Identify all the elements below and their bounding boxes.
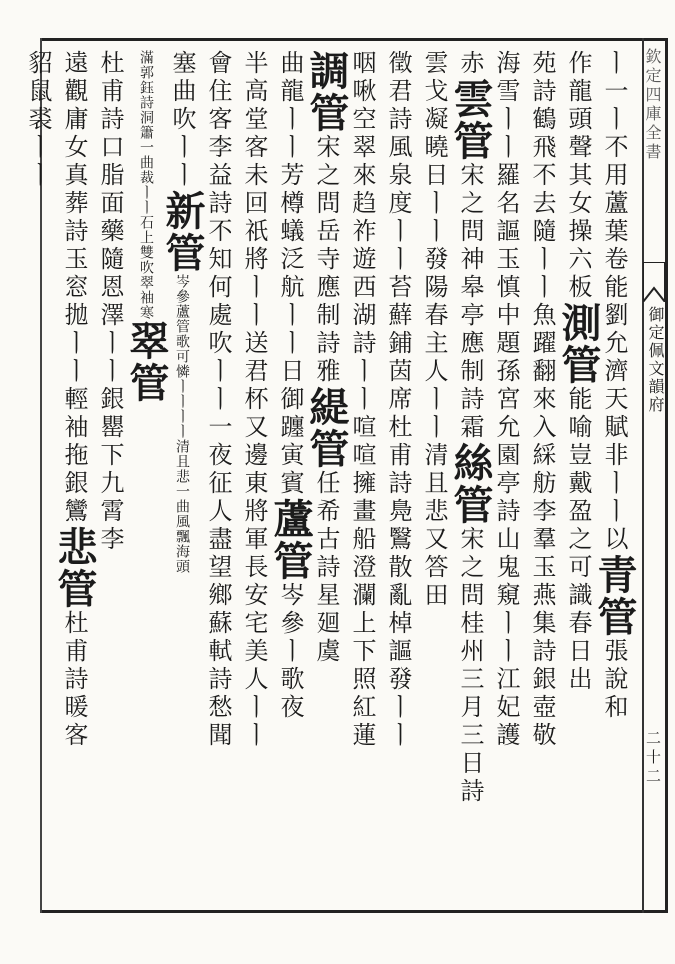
text-column xyxy=(303,50,350,900)
page-number: 二十二 xyxy=(644,730,662,787)
text-segment: 遠觀庸女真葬詩玉窓拋ㅣㅣ輕袖拖銀鸞 xyxy=(60,50,88,526)
text-segment: 作龍頭聲其女操六板 xyxy=(564,50,592,302)
text-column xyxy=(51,50,98,900)
text-segment: 岑參蘆管歌可憐ㅣㅣㅣㅣ清且悲一曲風飄海頭 xyxy=(174,274,190,574)
text-column xyxy=(92,50,128,900)
text-segment: 戈凝曉日ㅣㅣ發陽春 xyxy=(420,78,448,330)
headword: 翠管 xyxy=(123,320,170,404)
text-segment: 能 xyxy=(600,274,628,302)
headword: 新管 xyxy=(159,190,206,274)
headword: 雲管 xyxy=(447,78,494,162)
text-segment: 春日出 xyxy=(564,610,592,694)
text-column xyxy=(123,50,170,900)
text-column xyxy=(416,50,452,900)
text-column xyxy=(344,50,380,900)
text-segment: 海雪ㅣㅣ羅名謳玉慎中題孫宮允園亭詩山鬼窺ㅣㅣ江妃護 xyxy=(492,50,520,750)
text-segment: 塞曲吹ㅣㅣ xyxy=(168,50,196,190)
fish-tail-icon xyxy=(643,262,665,302)
text-segment: 劉允濟天賦非ㅣㅣ以 xyxy=(600,302,628,554)
text-segment: 滿郭鈺詩洞簫一曲裁ㅣㅣ石上雙吹翠袖寒 xyxy=(138,50,154,320)
headword: 悲管 xyxy=(51,526,98,610)
text-column xyxy=(200,50,236,900)
text-segment: 咽啾空翠來趋祚遊西湖詩ㅣㅣ喧喧擁畫船澄瀾上下照紅蓮 xyxy=(348,50,376,750)
text-column xyxy=(236,50,272,900)
margin-header: 欽定四庫全書 xyxy=(643,48,662,162)
text-segment: 宋之問桂州三月三日詩 xyxy=(456,526,484,806)
text-column xyxy=(159,50,206,900)
text-segment: 宋之問岳寺應制詩雅 xyxy=(312,134,340,386)
text-column xyxy=(20,50,56,900)
text-segment: 赤 xyxy=(456,50,484,78)
text-segment: 半高堂客未回祇將ㅣㅣ送君杯又邊東將軍長安宅美人ㅣㅣ xyxy=(240,50,268,750)
text-segment: ㅣㅣ日御躔寅賓 xyxy=(276,302,304,498)
text-column xyxy=(267,50,314,900)
text-segment: 徵君詩風泉度ㅣㅣ苔蘚鋪茵席杜甫詩鳧鷖散亂棹謳發ㅣㅣ xyxy=(384,50,412,750)
text-segment: 主人ㅣㅣ清且悲又答田 xyxy=(420,330,448,610)
page-border-bottom xyxy=(40,910,668,913)
text-segment: 杜甫詩口脂面藥隨恩澤ㅣㅣ銀罌下九霄李 xyxy=(96,50,124,554)
text-column xyxy=(591,50,638,900)
text-segment: 杜甫詩暖客 xyxy=(60,610,88,750)
text-segment: 會住客李益詩不知何處吹ㅣㅣ一夜征人盡望鄉蘇軾詩愁聞 xyxy=(204,50,232,750)
text-segment: 宋之問神皋亭應制詩霜 xyxy=(456,162,484,442)
text-column xyxy=(447,50,494,900)
text-column xyxy=(555,50,602,900)
headword: 青管 xyxy=(591,554,638,638)
text-segment: ㅣ一ㅣ不用蘆葉卷 xyxy=(600,50,628,274)
page-border-top xyxy=(40,38,668,41)
text-column xyxy=(524,50,560,900)
page-border-right xyxy=(665,38,668,913)
text-segment: 雲 xyxy=(420,50,448,78)
text-segment: 貂鼠裘ㅣㅣ xyxy=(24,50,52,190)
headword: 測管 xyxy=(555,302,602,386)
headword: 緹管 xyxy=(303,386,350,470)
text-column xyxy=(380,50,416,900)
text-segment: 能喻豈戴盈之可識 xyxy=(564,386,592,610)
headword: 蘆管 xyxy=(267,498,314,582)
text-segment: 苑詩鶴飛不去隨ㅣㅣ魚躍翻來入綵舫李羣玉燕集詩銀壺敬 xyxy=(528,50,556,750)
text-segment: 張說和 xyxy=(600,638,628,722)
headword: 絲管 xyxy=(447,442,494,526)
headword: 調管 xyxy=(303,50,350,134)
text-segment: 岑參ㅣ歌夜 xyxy=(276,582,304,722)
book-title: 御定佩文韻府 xyxy=(646,306,665,414)
text-segment: 曲龍ㅣㅣ芳樽蟻泛航 xyxy=(276,50,304,302)
text-segment: 任希古詩星廻虞 xyxy=(312,470,340,666)
